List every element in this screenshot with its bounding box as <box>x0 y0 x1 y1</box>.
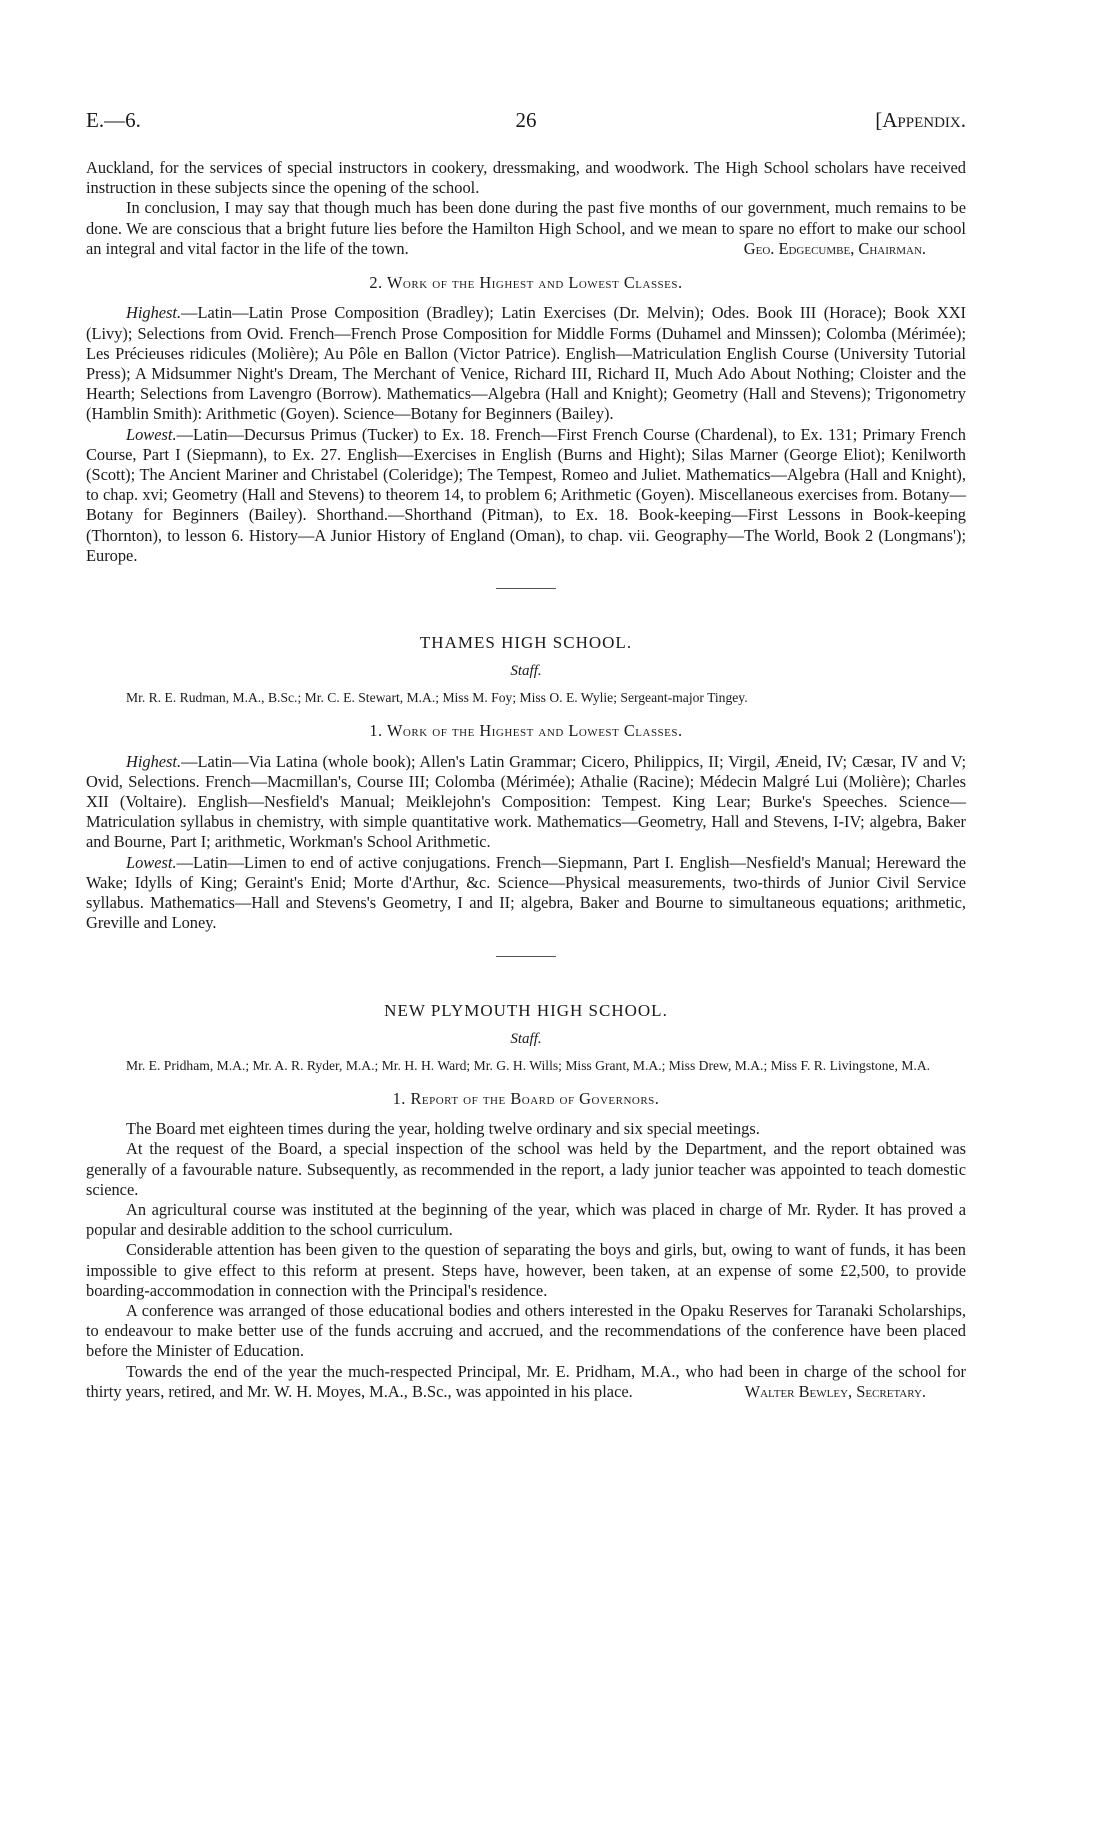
highest-label: Highest. <box>126 303 182 323</box>
signature-text: Geo. Edgecumbe, Chairman. <box>743 239 926 259</box>
new-plymouth-title: NEW PLYMOUTH HIGH SCHOOL. <box>384 1000 668 1020</box>
thames-staff-list: Mr. R. E. Rudman, M.A., B.Sc.; Mr. C. E. Stewart, M.A.; Miss M. Foy; Miss O. E. Wylie; Sergeant-major Tingey. <box>126 690 748 706</box>
intro-paragraph-1: Auckland, for the services of special instructors in cookery, dressmaking, and woodwork. The High School scholars have received instruction in these subjects since the opening of the school. <box>86 158 966 198</box>
report-paragraph: An agricultural course was instituted at the beginning of the year, which was placed in charge of Mr. Ryder. It has proved a popular and desirable addition to the school curriculum. <box>86 1199 966 1240</box>
report-paragraph: The Board met eighteen times during the year, holding twelve ordinary and six special meetings. <box>126 1119 760 1139</box>
report-paragraph: Towards the end of the year the much-respected Principal, Mr. E. Pridham, M.A., who had been in charge of the school for thirty years, retired, and Mr. W. H. Moyes, M.A., B.Sc., was appointed in his place. <box>86 1361 966 1401</box>
page-body <box>86 158 966 1402</box>
report-paragraph: At the request of the Board, a special inspection of the school was held by the Department, and the report obtained was generally of a favourable nature. Subsequently, as recommended in the report, a lady junior teacher was appointed to teach domestic science. <box>86 1139 966 1199</box>
page-number: 26 <box>515 108 537 132</box>
lowest-text: —Latin—Decursus Primus (Tucker) to Ex. 18. French—First French Course (Chardenal), to Ex. 131; Primary French Course, Part I (Siepmann), to Ex. 27. English—Exercises in English (Burns and Hight); Silas Marner (George Eliot); Kenilworth (Scott); The Ancient Mariner and Christabel (Coleridge); The Tempest, Romeo and Juliet. Mathematics—Algebra (Hall and Knight), to chap. xvi; Geometry (Hall and Stevens) to theorem 14, to problem 6; Arithmetic (Goyen). Miscellaneous exercises from. Botany—Botany for Beginners (Bailey). Shorthand.—Shorthand (Pitman), to Ex. 18. Book-keeping—First Lessons in Book-keeping (Thornton), to lesson 6. History—A Junior History of England (Oman), to chap. vii. Geography—The World, Book 2 (Longmans'); Europe. <box>86 424 966 565</box>
new-plymouth-staff-heading: Staff. <box>510 1030 542 1047</box>
new-plymouth-staff-list: Mr. E. Pridham, M.A.; Mr. A. R. Ryder, M.A.; Mr. H. H. Ward; Mr. G. H. Wills; Miss Grant, M.A.; Miss Drew, M.A.; Miss F. R. Livingstone, M.A. <box>126 1057 931 1073</box>
thames-staff-heading: Staff. <box>510 663 542 680</box>
signature-text: Walter Bewley, Secretary. <box>744 1381 926 1401</box>
report-code: E.—6. <box>86 108 141 132</box>
thames-title: THAMES HIGH SCHOOL. <box>419 633 633 653</box>
hamilton-highest-paragraph <box>86 303 966 424</box>
highest-label: Highest. <box>126 751 182 771</box>
highest-text: —Latin—Via Latina (whole book); Allen's Latin Grammar; Cicero, Philippics, II; Virgil, Æneid, IV; Cæsar, IV and V; Ovid, Selections. French—Macmillan's, Course III; Colomba (Mérimée); Athalie (Racine); Médecin Malgré Lui (Molière); Charles XII (Voltaire). English—Nesfield's Manual; Meiklejohn's Composition: Tempest. King Lear; Burke's Speeches. Science—Matriculation syllabus in chemistry, with simple quantitative work. Mathematics—Geometry, Hall and Stevens, I-IV; algebra, Baker and Bourne, Part I; arithmetic, Workman's School Arithmetic. <box>86 751 966 852</box>
thames-lowest-paragraph <box>86 853 966 934</box>
board-report-heading: 1. Report of the Board of Governors. <box>392 1088 660 1108</box>
thames-work-heading: 1. Work of the Highest and Lowest Classes. <box>369 721 683 741</box>
highest-text: —Latin—Latin Prose Composition (Bradley); Latin Exercises (Dr. Melvin); Odes. Book III (Horace); Book XXI (Livy); Selections from Ovid. French—French Prose Composition for Middle Forms (Duhamel and Minssen); Colomba (Mérimée); Les Précieuses ridicules (Molière); Au Pôle en Ballon (Victor Patrice). English—Matriculation English Course (University Tutorial Press); A Midsummer Night's Dream, The Merchant of Venice, Richard III, Richard II, Much Ado About Nothing; Cloister and the Hearth; Selections from Lavengro (Borrow). Mathematics—Algebra (Hall and Knight); Geometry (Hall and Stevens); Trigonometry (Hamblin Smith): Arithmetic (Goyen). Science—Botany for Beginners (Bailey). <box>86 303 966 424</box>
section-divider <box>496 588 556 589</box>
intro-paragraph-2: In conclusion, I may say that though much has been done during the past five months of our government, much remains to be done. We are conscious that a bright future lies before the Hamilton High School, and we mean to spare no effort to make our school an integral and vital factor in the life of the town. <box>86 198 966 258</box>
lowest-label: Lowest. <box>126 424 177 444</box>
hamilton-lowest-paragraph <box>86 425 966 566</box>
lowest-label: Lowest. <box>126 852 177 872</box>
running-header <box>86 108 966 138</box>
report-paragraph: A conference was arranged of those educational bodies and others interested in the Opaku Reserves for Taranaki Scholarships, to endeavour to make better use of the funds accruing and accrued, and the recommendations of the conference have been placed before the Minister of Education. <box>86 1300 966 1361</box>
lowest-text: —Latin—Limen to end of active conjugations. French—Siepmann, Part I. English—Nesfield's Manual; Hereward the Wake; Idylls of King; Geraint's Enid; Morte d'Arthur, &c. Science—Physical measurements, two-thirds of Junior Civil Service syllabus. Mathematics—Hall and Stevens's Geometry, I and II; algebra, Baker and Bourne to simultaneous equations; arithmetic, Greville and Loney. <box>86 852 966 933</box>
hamilton-work-heading: 2. Work of the Highest and Lowest Classes. <box>369 273 683 293</box>
thames-highest-paragraph <box>86 752 966 853</box>
section-divider <box>496 956 556 957</box>
report-paragraph: Considerable attention has been given to the question of separating the boys and girls, but, owing to want of funds, it has been impossible to give effect to this reform at present. Steps have, however, been taken, at an expense of some £2,500, to provide boarding-accommodation in connection with the Principal's residence. <box>86 1240 966 1300</box>
section-label: [Appendix. <box>875 108 966 132</box>
